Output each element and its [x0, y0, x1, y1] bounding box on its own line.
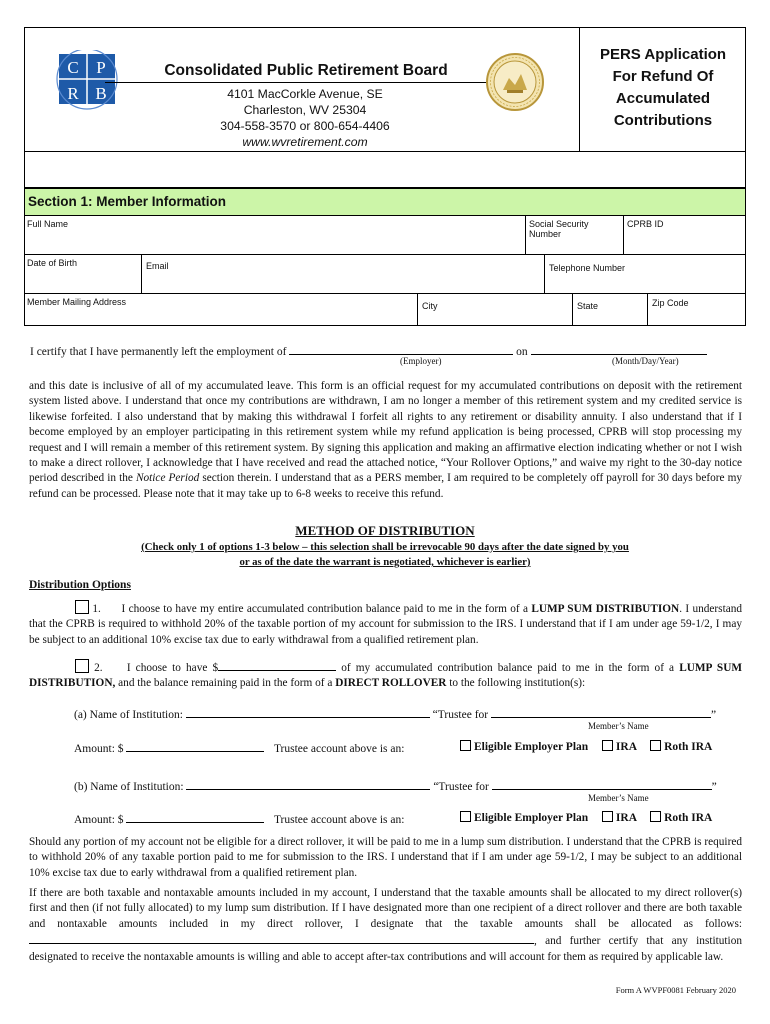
members-name-hint-a: Member’s Name [588, 721, 649, 731]
direct-rollover-paragraph: Should any portion of my account not be eligible for a direct rollover, it will be paid to me in a lump sum distribution. I understand that the CPRB is required to withhold 20% of any taxable portion paid to me for submission to the IRS. I understand that if I am under age 59-1/2, I may be subject to an additional 10% excise tax due to early withdrawal from a qualified retirement plan. [29, 836, 742, 879]
form-footer: Form A WVPF0081 February 2020 [615, 985, 736, 995]
distribution-heading: METHOD OF DISTRIBUTION [295, 523, 475, 538]
state-label: State [577, 301, 599, 311]
institution-a-label: (a) Name of Institution: [74, 709, 183, 721]
acknowledgment-text: and this date is inclusive of all of my accumulated leave. This form is an official request for my accumulated contributions on deposit with the retirement system listed above. I understand that once my contributions are withdrawn, I am no longer a member of this retirement system and my credited service is likewise forfeited. I also understand that by making this withdrawal I forfeit all rights to any retirement or disability annuity. I also understand that if I become employed by an employer participating in this retirement system while my refund application is being processed, CPRB will stop processing my request and I will remain a member of this retirement system. By signing this application and making an affirmative election indicating whether or not I wish to make a direct rollover, I acknowledge that I have received and read the attached notice, “Your Rollover Options,” and waive my right to the 30-day notice period described in the [29, 380, 742, 485]
ssn-label: Social Security Number [529, 219, 589, 239]
telephone-label: Telephone Number [549, 263, 626, 273]
institution-b-name-input[interactable] [186, 778, 430, 790]
member-info-grid [24, 216, 746, 326]
plan-a-ira-label: IRA [615, 741, 637, 753]
board-address [175, 86, 435, 150]
option-2-text-d: to the following institution(s): [449, 677, 586, 690]
logo-letter-b: B [95, 84, 107, 103]
amount-b-label: Amount: $ [74, 814, 124, 826]
plan-type-b-row [460, 811, 712, 824]
institution-b-label: (b) Name of Institution: [74, 781, 184, 793]
section-1-title: Section 1: Member Information [28, 194, 227, 209]
option-2-text-a: I choose to have $ [126, 662, 219, 674]
zip-code-label: Zip Code [652, 298, 689, 308]
telephone-field[interactable] [545, 255, 745, 294]
employer-input[interactable] [289, 343, 513, 355]
city-label: City [422, 301, 438, 311]
option-2-block [29, 659, 742, 692]
taxable-text-1: If there are both taxable and nontaxable amounts included in my account, I understand that the taxable amounts shall be allocated to my direct rollover(s) first and then (if not fully allocated) to my lump sum distribution. If I have designated more than one recipient of a direct rollover and there are both taxable and nontaxable amounts included in my direct rollover, I designate that the taxable amounts shall be allocated as follows: [29, 887, 742, 930]
address-line-1: 4101 MacCorkle Avenue, SE [227, 87, 383, 101]
option-2-number: 2. [94, 662, 103, 674]
cprb-logo [39, 50, 129, 110]
taxable-text-2: , and further certify that any institution designated to receive the nontaxable amounts is willing and able to accept after-tax contributions and will account for them as required by applicable law. [29, 935, 742, 963]
plan-b-ira-checkbox[interactable] [602, 811, 613, 822]
amount-a-input[interactable] [126, 740, 264, 752]
trustee-acct-b-label: Trustee account above is an: [273, 814, 405, 826]
website: www.wvretirement.com [242, 135, 368, 149]
full-name-field[interactable] [25, 216, 526, 255]
full-name-label: Full Name [27, 219, 69, 229]
trustee-for-a-input[interactable] [491, 706, 711, 718]
plan-b-roth-checkbox[interactable] [650, 811, 661, 822]
title-line-2: For Refund Of [612, 68, 714, 85]
distribution-options-label: Distribution Options [29, 579, 131, 591]
title-line-4: Contributions [613, 112, 713, 129]
amount-a-row [74, 740, 404, 755]
option-1-checkbox[interactable] [75, 600, 89, 614]
option-1-block: 1. I choose to have my entire accumulated contribution balance paid to me in the form of a LUMP SUM DISTRIBUTION. I understand that the CPRB is required to withhold 20% of the taxable portion of my account for submission to the IRS. I understand that if I am under age 59-1/2, I may be subject to an additional 10% excise tax due to early withdrawal from a qualified retirement plan. [29, 600, 742, 648]
title-line-3: Accumulated [615, 90, 711, 107]
certify-line [30, 343, 707, 358]
option-1-text: I choose to have my entire accumulated contribution balance paid to me in the form of a [121, 603, 528, 615]
mailing-address-label: Member Mailing Address [27, 297, 127, 307]
logo-letter-p: P [96, 58, 106, 77]
logo-letter-r: R [67, 84, 79, 103]
distribution-subheading-1: (Check only 1 of options 1-3 below – this selection shall be irrevocable 90 days after the date signed by you [141, 541, 629, 553]
trustee-acct-a-label: Trustee account above is an: [273, 743, 405, 755]
trustee-for-a-close-quote: ” [711, 709, 717, 721]
cprb-id-field[interactable] [624, 216, 745, 255]
form-header [24, 27, 746, 152]
section-1-heading [24, 188, 746, 216]
header-divider [579, 28, 580, 151]
plan-a-ira-checkbox[interactable] [602, 740, 613, 751]
header-rule [105, 82, 507, 83]
city-field[interactable] [418, 294, 573, 325]
members-name-hint-b: Member’s Name [588, 793, 649, 803]
form-title [581, 44, 745, 132]
acknowledgment-paragraph [29, 379, 742, 502]
notice-period-term: Notice Period [135, 472, 200, 485]
address-line-2: Charleston, WV 25304 [243, 103, 367, 117]
institution-b-row [74, 778, 717, 793]
plan-b-ira-label: IRA [615, 812, 637, 824]
option-2-lump-sum: LUMP SUM DISTRIBUTION, [29, 662, 743, 690]
state-field[interactable] [573, 294, 648, 325]
acknowledgment-text-end: section therein. I understand that as a PERS member, I am required to be completely off payroll for 30 days before my refund can be processed. Please note that it may take up to 6-8 weeks to receive this refund. [29, 472, 743, 500]
option-1-number: 1. [92, 603, 101, 615]
amount-b-input[interactable] [126, 811, 264, 823]
plan-b-eligible-label: Eligible Employer Plan [474, 812, 589, 824]
plan-a-eligible-checkbox[interactable] [460, 740, 471, 751]
mailing-address-field[interactable] [25, 294, 418, 325]
state-seal-icon [485, 52, 545, 112]
plan-b-eligible-checkbox[interactable] [460, 811, 471, 822]
leave-date-input[interactable] [531, 343, 707, 355]
trustee-for-b-input[interactable] [492, 778, 712, 790]
trustee-for-b-close-quote: ” [711, 781, 717, 793]
employer-hint: (Employer) [400, 356, 442, 366]
option-2-checkbox[interactable] [75, 659, 89, 673]
header-blank-row [24, 152, 746, 188]
amount-b-row [74, 811, 404, 826]
date-of-birth-field[interactable] [25, 255, 142, 294]
trustee-for-a-label: “Trustee for [432, 709, 489, 721]
option-2-text-c: and the balance remaining paid in the form of a [118, 677, 333, 690]
taxable-allocation-paragraph [29, 886, 742, 965]
trustee-for-b-label: “Trustee for [433, 781, 489, 793]
cprb-id-label: CPRB ID [627, 219, 664, 229]
plan-a-eligible-label: Eligible Employer Plan [474, 741, 589, 753]
lump-sum-amount-input[interactable] [218, 659, 336, 671]
institution-a-row [74, 706, 716, 721]
certify-lead: I certify that I have permanently left the employment of [30, 346, 287, 358]
dob-label: Date of Birth [27, 258, 78, 268]
board-name: Consolidated Public Retirement Board [164, 62, 448, 79]
amount-a-label: Amount: $ [74, 743, 124, 755]
option-2-direct-rollover: DIRECT ROLLOVER [335, 677, 447, 690]
zip-code-field[interactable] [648, 294, 745, 325]
date-hint: (Month/Day/Year) [612, 356, 679, 366]
logo-letter-c: C [67, 58, 79, 77]
ssn-field[interactable] [526, 216, 624, 255]
plan-a-roth-checkbox[interactable] [650, 740, 661, 751]
allocation-input[interactable] [29, 932, 534, 944]
plan-type-a-row [460, 740, 712, 753]
option-1-lump-sum: LUMP SUM DISTRIBUTION [531, 603, 680, 615]
plan-a-roth-label: Roth IRA [664, 741, 713, 753]
option-1-details: I understand that the CPRB is required to withhold 20% of the taxable portion of my account for submission to the IRS. I understand that if I am under age 59-1/2, I may be subject to an additional 10% excise tax due to early withdrawal from a qualified retirement plan. [29, 603, 743, 646]
certify-on: on [516, 346, 528, 358]
phone-numbers: 304-558-3570 or 800-654-4406 [220, 119, 390, 133]
distribution-subheading-2: or as of the date the warrant is negotiated, whichever is earlier) [239, 556, 531, 568]
title-line-1: PERS Application [599, 46, 727, 63]
plan-b-roth-label: Roth IRA [664, 812, 713, 824]
email-label: Email [146, 261, 169, 271]
institution-a-name-input[interactable] [186, 706, 430, 718]
email-field[interactable] [142, 255, 545, 294]
option-2-text-b: of my accumulated contribution balance paid to me in the form of a [341, 662, 675, 674]
